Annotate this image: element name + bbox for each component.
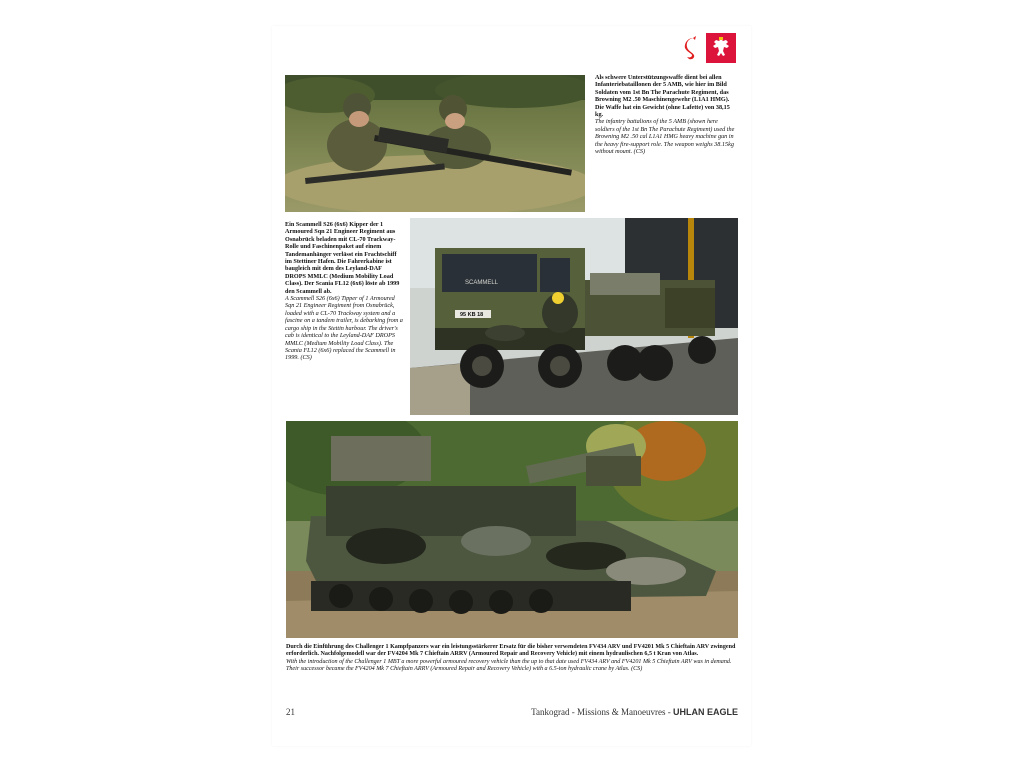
footer-series [531, 707, 738, 717]
page-number: 21 [286, 707, 295, 717]
page-footer [286, 707, 738, 719]
caption-machine-gun [595, 74, 735, 155]
caption-scammell-truck [285, 221, 403, 362]
truck-plate-label: 95 KB 18 [460, 312, 484, 318]
footer-title: UHLAN EAGLE [673, 707, 738, 717]
truck-brand-label: SCAMMELL [465, 280, 499, 286]
caption-chieftain-arrv-german: Durch die Einführung des Challenger 1 Kampfpanzers war ein leistungsstärkerer Ersatz für die bisher verwendeten FV434 ARV und FV4201 Mk 5 Chieftain ARV zwingend erforderlich. Nachfolgemodell war der FV4204 Mk 7 Chieftain ARRV (Armoured Repair and Recovery Vehicle) mit einem hydraulischen 6,5 t Kran von Atlas. [286, 644, 736, 658]
caption-machine-gun-english: The infantry battalions of the 5 AMB (shown here soldiers of the 1st Bn The Parachute Regiment) used the Browning M2 .50 cal L1A1 HMG heavy machine gun in the heavy fire-support role. The weapon weighs 38.15kg without mount. (CS) [595, 118, 735, 156]
photo-chieftain-arrv [286, 421, 738, 638]
photo-soldiers-machine-gun [285, 75, 585, 212]
photo-scammell-truck [410, 218, 738, 415]
caption-chieftain-arrv-english: With the introduction of the Challenger 1 MBT a more powerful armoured recovery vehicle than the up to that date used FV434 ARV and FV4201 Mk 5 Chieftain ARV was in demand. Their successor became the FV4204 Mk 7 Chieftain ARRV (Armoured Repair and Recovery Vehicle) with a 6.5-ton hydraulic crane by Atlas. (CS) [286, 658, 732, 672]
polish-eagle-emblem [706, 33, 736, 63]
caption-machine-gun-german: Als schwere Unterstützungswaffe dient bei allen Infanteriebataillonen der 5 AMB, wie hier im Bild Soldaten vom 1st Bn The Parachute Regiment, das Browning M2 .50 Maschinengewehr (L1A1 HMG). Die Waffe hat ein Gewicht (ohne Lafette) von 38,15 kg. [595, 74, 730, 119]
footer-publisher: Tankograd - Missions & Manoeuvres - [531, 707, 673, 717]
regiment-logo [680, 33, 702, 63]
caption-chieftain-arrv [286, 644, 738, 673]
caption-scammell-truck-english: A Scammell S26 (6x6) Tipper of 1 Armoured Sqn 21 Engineer Regiment from Osnabrück, loaded with a CL-70 Trackway system and a fascine on a tandem trailer, is debarking from a cargo ship in the Stettin harbour. The driver's cab is identical to the Leyland-DAF DROPS MMLC (Medium Mobility Load Class). The Scania FL12 (6x6) replaced the Scammell in 1999. (CS) [285, 295, 403, 362]
caption-scammell-truck-german: Ein Scammell S26 (6x6) Kipper der 1 Armoured Sqn 21 Engineer Regiment aus Osnabrück beladen mit CL-70 Trackway-Rolle und Faschinenpaket auf einem Tandemanhänger verlässt ein Frachtschiff im Stettiner Hafen. Die Fahrerkabine ist baugleich mit dem des Leyland-DAF DROPS MMLC (Medium Mobility Load Class). Der Scania FL12 (6x6) löste ab 1999 den Scammell ab. [285, 221, 400, 295]
